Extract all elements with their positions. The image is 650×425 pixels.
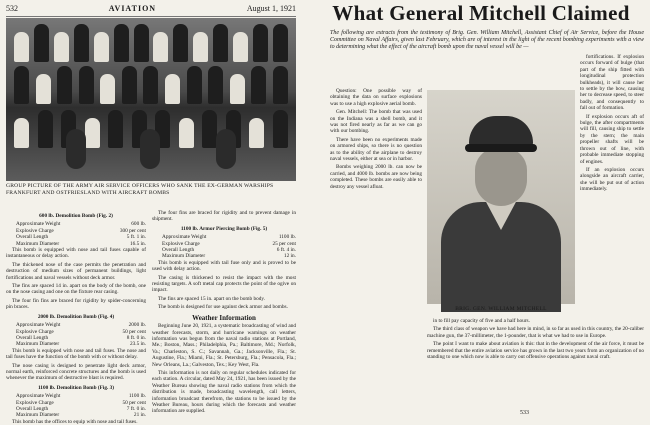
paragraph: Beginning June 20, 1921, a systematic broadcasting of wind and weather forecasts, storm, and hurricane warnings on weather information was begun from the naval radio stations at Portland, Me.; Boston, Mass.; Philadelphia, Pa.; Baltimore, Md.; Norfolk, Va.; Charleston, S. C.; Savannah, Ga.; Jacksonville, Fla.; St. Augustine, Fla.; Miami, Fla.; St. Petersburg, Fla.; Pensacola, Fla.; New Orleans, La.; Galveston, Tex.; Key West, Fla. bbox=[152, 323, 296, 368]
bomb-figure bbox=[216, 129, 236, 169]
person-figure bbox=[253, 24, 268, 62]
paragraph: The fins are spaced 14 in. apart on the body of the bomb, one on the nose casing and one on the fixture rear casing. bbox=[6, 283, 146, 296]
bomb-figure bbox=[66, 129, 86, 169]
person-figure bbox=[14, 32, 29, 62]
paragraph: The four fin fins are braced for rigidity by spider-concerning pin braces. bbox=[6, 297, 146, 311]
weather-heading: Weather Information bbox=[192, 313, 256, 322]
article-title: What General Mitchell Claimed bbox=[332, 1, 630, 25]
bomb-1100-heading: 1100 lb. Demolition Bomb (Fig. 3) bbox=[37, 384, 115, 391]
bomb-figure bbox=[140, 129, 160, 169]
person-figure bbox=[143, 66, 158, 104]
spec-row: Maximum Diameter 21 in. bbox=[16, 412, 146, 419]
paragraph: The four fins are braced for rigidity and to prevent damage in shipment. bbox=[152, 210, 296, 223]
person-figure bbox=[202, 110, 217, 148]
paragraph: fortifications. If explosion occurs forward of bulge (that part of the ship fitted with longitudinal protection bulkheads), it will cause her to settle by the bow, causing her to decrease speed, to steer badly, and consequently to fall out of formation. bbox=[580, 54, 644, 112]
person-figure bbox=[173, 24, 188, 62]
person-figure bbox=[14, 118, 29, 148]
person-figure bbox=[85, 118, 100, 148]
person-figure bbox=[165, 74, 180, 104]
person-figure bbox=[193, 32, 208, 62]
person-figure bbox=[54, 32, 69, 62]
paragraph: This bomb has the offices to equip with nose and tail fuses. bbox=[12, 418, 138, 425]
paragraph: The point I want to make about aviation is this: that in the development of the air force, it must be remembered that the entire aviation service has grown in the last two years from an organization of no standing to one which now is able to carry out offensive operations against naval craft. bbox=[427, 341, 644, 361]
person-figure bbox=[14, 66, 29, 104]
page-bottom-number: 533 bbox=[520, 410, 529, 416]
paragraph: in to fill pay capacity of five and a half hours. bbox=[433, 318, 530, 324]
article-intro: The following are extracts from the testimony of Brig. Gen. William Mitchell, Assistant Chief of Air Service, before the House Committee on Naval Affairs, given last February, which are of interest in the light of the recent bombing experiments with a view to determining what the effect of the aircraft bomb upon the naval vessel will be — bbox=[330, 30, 644, 50]
spec-row: Overall Length 8 ft. 0 in. bbox=[16, 334, 146, 341]
article-column-5 bbox=[427, 318, 644, 408]
group-photo-caption: GROUP PICTURE OF THE ARMY AIR SERVICE OFFICERS WHO SANK THE EX-GERMAN WARSHIPS FRANKFURT AND OSTFRIESLAND WITH AIRCRAFT BOMBS bbox=[6, 183, 274, 196]
person-figure bbox=[230, 74, 245, 104]
page-header bbox=[6, 4, 296, 17]
portrait-photo bbox=[427, 90, 575, 304]
spec-row: Overall Length 5 ft. 1 in. bbox=[16, 234, 146, 241]
paragraph: The thickened nose of the case permits the penetration and destruction of medium sizes of permanent buildings, light fortifications and naval vessels without deck armor. bbox=[6, 261, 146, 281]
paragraph: Question: One possible way of obtaining the data on surface explosions was to use a high explosive aerial bomb. bbox=[330, 88, 422, 107]
person-figure bbox=[213, 24, 228, 62]
person-figure bbox=[114, 24, 129, 62]
person-figure bbox=[74, 24, 89, 62]
portrait-caption: BRIG. GEN. WILLIAM MITCHELL bbox=[455, 306, 547, 312]
paragraph: This bomb is equipped with nose and tail fuses capable of instantaneous or delay action. bbox=[6, 247, 146, 260]
person-figure bbox=[187, 66, 202, 104]
paragraph: The nose casing is designed to penetrate light deck armor, normal earth, reinforced concrete structures and the bomb is used whenever the maximum of destructive blast is required. bbox=[6, 362, 146, 382]
article-column-3 bbox=[330, 88, 422, 416]
person-figure bbox=[208, 66, 223, 104]
bomb-600-heading: 600 lb. Demolition Bomb (Fig. 2) bbox=[39, 213, 113, 219]
paragraph: This bomb is equipped with nose and tail fuses. The nose and tail fuses have the function of the bomb with or without delay. bbox=[6, 347, 146, 361]
page-number: 532 bbox=[6, 4, 18, 13]
person-figure bbox=[122, 66, 137, 104]
paragraph: This information is not daily on regular schedules indicated for each station. A circular, dated May 24, 1921, has been issued by the Weather Bureau showing the naval radio stations from which the distribution is made, broadcasting wavelength, call letters, information broadcast therefrom, the stations to be issued by the Weather Bureau, hours during which the forecasts and weather information are supplied. bbox=[152, 369, 296, 415]
issue-date: August 1, 1921 bbox=[246, 4, 296, 13]
person-figure bbox=[79, 66, 94, 104]
person-figure bbox=[57, 66, 72, 104]
spec-row: Explosive Charge 300 per cent bbox=[16, 227, 146, 234]
person-figure bbox=[108, 110, 123, 148]
spec-row: Approximate Weight 2000 lb. bbox=[16, 322, 146, 329]
person-figure bbox=[273, 66, 288, 104]
journal-name: AVIATION bbox=[108, 4, 157, 13]
article-column-4 bbox=[580, 54, 644, 316]
spec-row: Overall Length 7 ft. 0 in. bbox=[16, 405, 146, 412]
paragraph: The third class of weapon we have had here in mind, in so far as used in this country, the 20-caliber machine gun, the 37-millimeter, the 1-pounder, that is what we had to use in Europe. bbox=[427, 326, 644, 339]
paragraph: There have been no experiments made on armored ships, so there is no question as to the ability of the airplane to destroy naval vessels, either at sea or in harbor. bbox=[330, 136, 422, 163]
person-figure bbox=[36, 74, 51, 104]
spec-row: Maximum Diameter 16.5 in. bbox=[16, 240, 146, 247]
portrait-visor bbox=[465, 144, 537, 152]
article-column-1 bbox=[6, 210, 146, 425]
spec-row: Approximate Weight 1100 lb. bbox=[162, 234, 296, 241]
person-figure bbox=[179, 118, 194, 148]
person-figure bbox=[251, 66, 266, 104]
person-figure bbox=[34, 24, 49, 62]
spec-row: Maximum Diameter 23.5 in. bbox=[16, 341, 146, 348]
spec-row: Explosive Charge 50 per cent bbox=[16, 328, 146, 335]
paragraph: The bomb is designed for use against deck armor and bombs. bbox=[158, 304, 288, 311]
person-figure bbox=[100, 74, 115, 104]
spec-row: Approximate Weight 1100 lb. bbox=[16, 393, 146, 400]
article-column-2 bbox=[152, 210, 296, 418]
spec-row: Maximum Diameter 12 in. bbox=[162, 253, 296, 260]
paragraph: Gen. Mitchell: The bomb that was used on the Indiana was a shell bomb, and it was not fired nearly as far as we can go with our bombing. bbox=[330, 109, 422, 135]
bomb-1100-ap-heading: 1100 lb. Armor Piercing Bomb (Fig. 5) bbox=[180, 225, 268, 232]
person-figure bbox=[249, 118, 264, 148]
person-figure bbox=[134, 24, 149, 62]
paragraph: If an explosion occurs alongside an aircraft carrier, she will be put out of action immediately. bbox=[580, 166, 644, 193]
paragraph: This bomb is equipped with tail fuse only and is proved to be used with delay action. bbox=[152, 259, 296, 273]
person-figure bbox=[153, 32, 168, 62]
paragraph: If explosion occurs aft of bulge, the after compartments will fill, causing ship to settle by the stern; the main propeller shafts will be thrown out of line, with probable immediate stopping of engines. bbox=[580, 113, 644, 165]
portrait-face bbox=[475, 148, 527, 206]
person-figure bbox=[273, 110, 288, 148]
spec-row: Explosive Charge 50 per cent bbox=[16, 399, 146, 406]
spec-row: Approximate Weight 600 lb. bbox=[16, 221, 146, 228]
person-figure bbox=[273, 24, 288, 62]
spec-row: Overall Length 6 ft. 4 in. bbox=[162, 247, 296, 254]
paragraph: The fins are spaced 15 in. apart on the bomb body. bbox=[158, 295, 266, 302]
person-figure bbox=[38, 110, 53, 148]
spec-row: Explosive Charge 25 per cent bbox=[162, 240, 296, 247]
person-figure bbox=[233, 32, 248, 62]
group-photo bbox=[6, 18, 296, 181]
paragraph: The casing is thickened to resist the impact with the most resisting targets. A soft metal cap protects the point of the ogive on impact. bbox=[152, 274, 296, 294]
paragraph: Bombs weighing 2000 lb. can now be carried, and 4000 lb. bombs are now being completed. These bombs are easily able to destroy any vessel afloat. bbox=[330, 164, 422, 190]
bomb-2000-heading: 2000 lb. Demolition Bomb (Fig. 4) bbox=[37, 313, 115, 320]
person-figure bbox=[94, 32, 109, 62]
